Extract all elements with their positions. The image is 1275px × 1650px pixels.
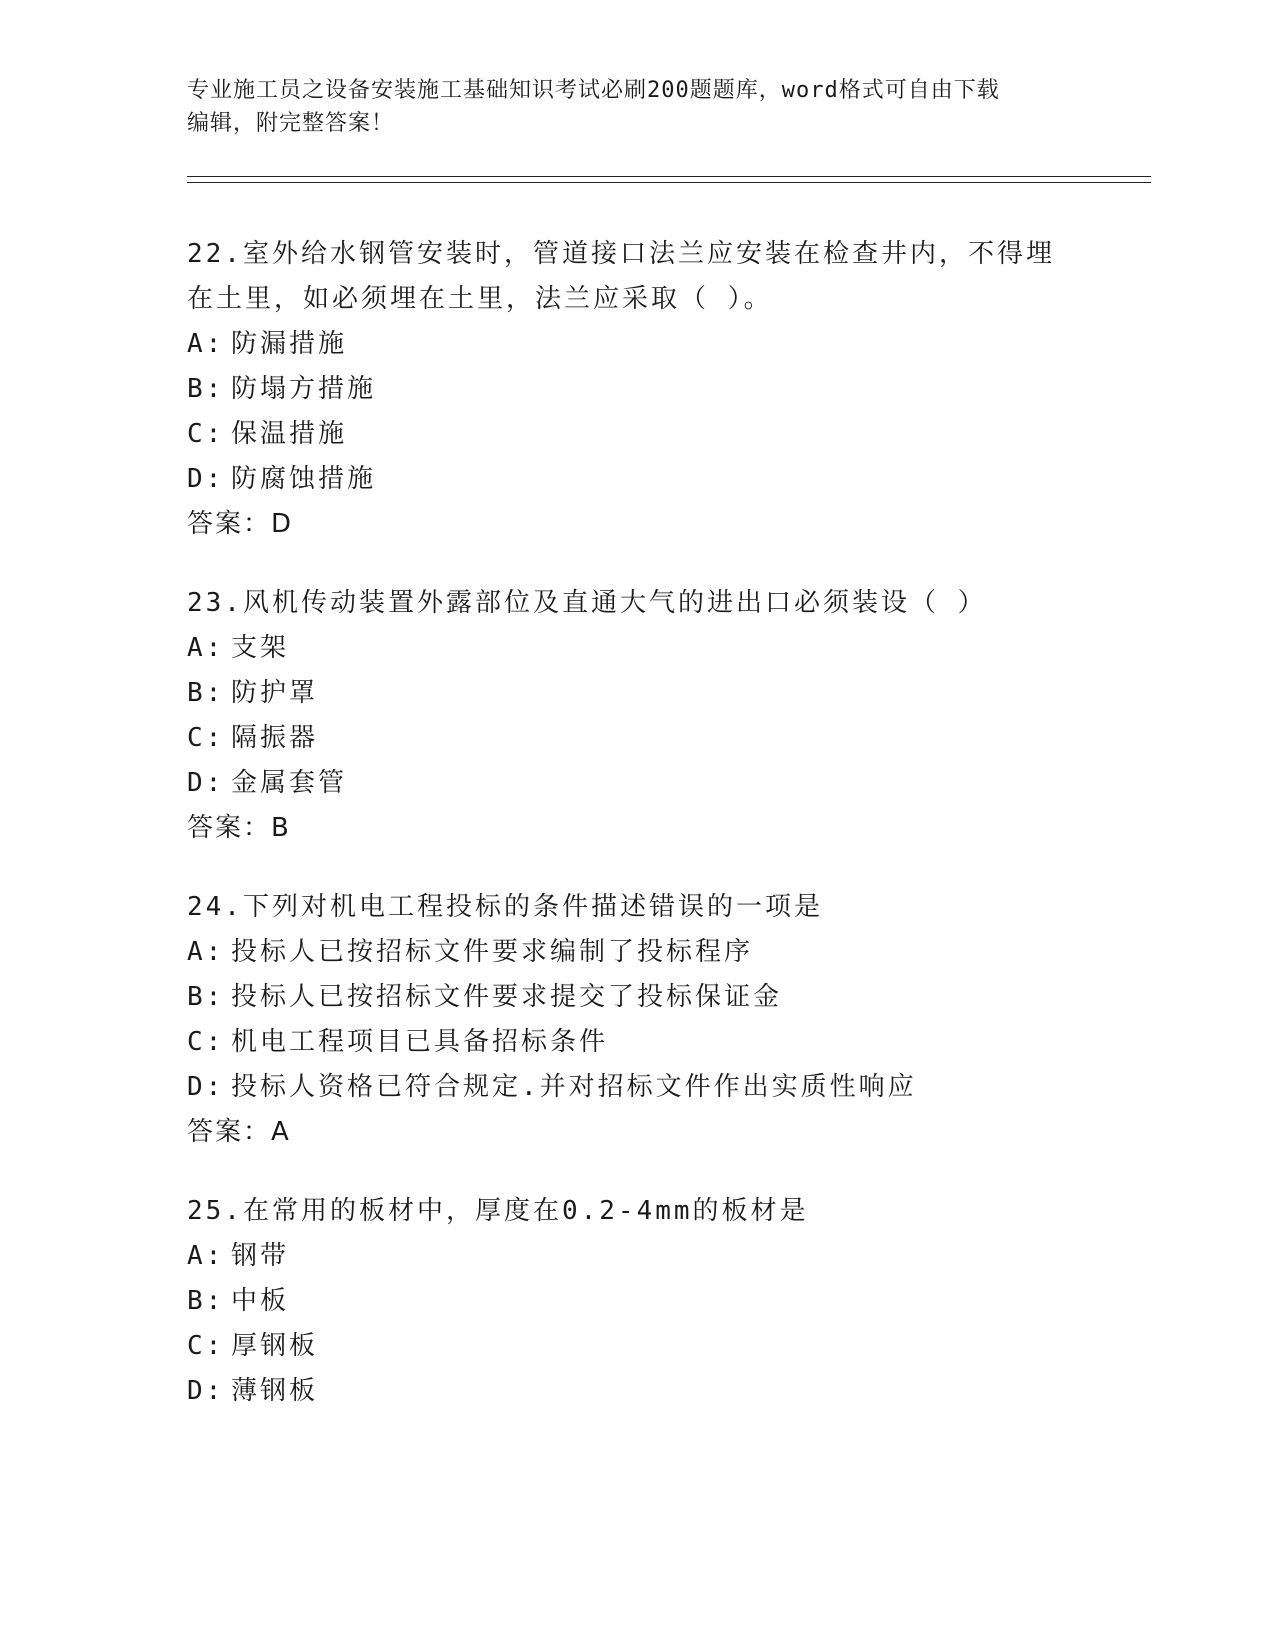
option-text: 防塌方措施 — [231, 374, 377, 404]
option-d — [187, 761, 1147, 806]
option-a — [187, 626, 1147, 671]
option-d — [187, 1065, 1147, 1110]
option-letter: A: — [187, 329, 225, 359]
question-22 — [187, 232, 1147, 547]
option-d — [187, 1369, 1147, 1414]
question-text: 25.在常用的板材中，厚度在0.2-4mm的板材是 — [187, 1196, 809, 1226]
option-text: 防漏措施 — [231, 329, 348, 359]
option-letter: D: — [187, 464, 225, 494]
option-text: 隔振器 — [231, 723, 319, 753]
option-c — [187, 412, 1147, 457]
option-letter: B: — [187, 982, 225, 1012]
option-letter: A: — [187, 937, 225, 967]
option-text: 中板 — [231, 1286, 290, 1316]
option-b — [187, 1279, 1147, 1324]
option-a — [187, 322, 1147, 367]
header-line-2: 编辑，附完整答案！ — [187, 111, 395, 136]
option-letter: C: — [187, 1027, 225, 1057]
option-text: 保温措施 — [231, 419, 348, 449]
question-text: 24.下列对机电工程投标的条件描述错误的一项是 — [187, 892, 823, 922]
option-text: 厚钢板 — [231, 1331, 319, 1361]
option-text: 投标人资格已符合规定.并对招标文件作出实质性响应 — [231, 1072, 917, 1102]
option-text: 机电工程项目已具备招标条件 — [231, 1027, 609, 1057]
option-b — [187, 671, 1147, 716]
option-letter: C: — [187, 1331, 225, 1361]
option-letter: A: — [187, 633, 225, 663]
option-b — [187, 367, 1147, 412]
question-24 — [187, 885, 1147, 1155]
option-c — [187, 716, 1147, 761]
answer: 答案：D — [187, 509, 294, 539]
question-text: 23.风机传动装置外露部位及直通大气的进出口必须装设（ ） — [187, 588, 987, 618]
option-letter: B: — [187, 374, 225, 404]
question-list — [187, 232, 1147, 1448]
option-letter: D: — [187, 1376, 225, 1406]
option-text: 支架 — [231, 633, 290, 663]
option-c — [187, 1324, 1147, 1369]
question-23 — [187, 581, 1147, 851]
option-letter: D: — [187, 768, 225, 798]
option-a — [187, 1234, 1147, 1279]
document-header — [187, 74, 1087, 140]
option-text: 薄钢板 — [231, 1376, 319, 1406]
option-text: 防腐蚀措施 — [231, 464, 377, 494]
option-a — [187, 930, 1147, 975]
answer: 答案：A — [187, 1117, 291, 1147]
option-letter: C: — [187, 723, 225, 753]
option-text: 钢带 — [231, 1241, 290, 1271]
question-text: 22.室外给水钢管安装时，管道接口法兰应安装在检查井内，不得埋在土里，如必须埋在土里，法兰应采取（ ）。 — [187, 239, 1055, 314]
option-d — [187, 457, 1147, 502]
option-c — [187, 1020, 1147, 1065]
option-letter: A: — [187, 1241, 225, 1271]
option-text: 投标人已按招标文件要求提交了投标保证金 — [231, 982, 783, 1012]
question-25 — [187, 1189, 1147, 1414]
option-b — [187, 975, 1147, 1020]
header-line-1: 专业施工员之设备安装施工基础知识考试必刷200题题库，word格式可自由下载 — [187, 78, 1000, 103]
answer: 答案：B — [187, 813, 291, 843]
option-text: 金属套管 — [231, 768, 348, 798]
option-text: 投标人已按招标文件要求编制了投标程序 — [231, 937, 754, 967]
option-letter: D: — [187, 1072, 225, 1102]
option-text: 防护罩 — [231, 678, 319, 708]
option-letter: B: — [187, 1286, 225, 1316]
option-letter: B: — [187, 678, 225, 708]
header-divider — [187, 176, 1151, 183]
option-letter: C: — [187, 419, 225, 449]
